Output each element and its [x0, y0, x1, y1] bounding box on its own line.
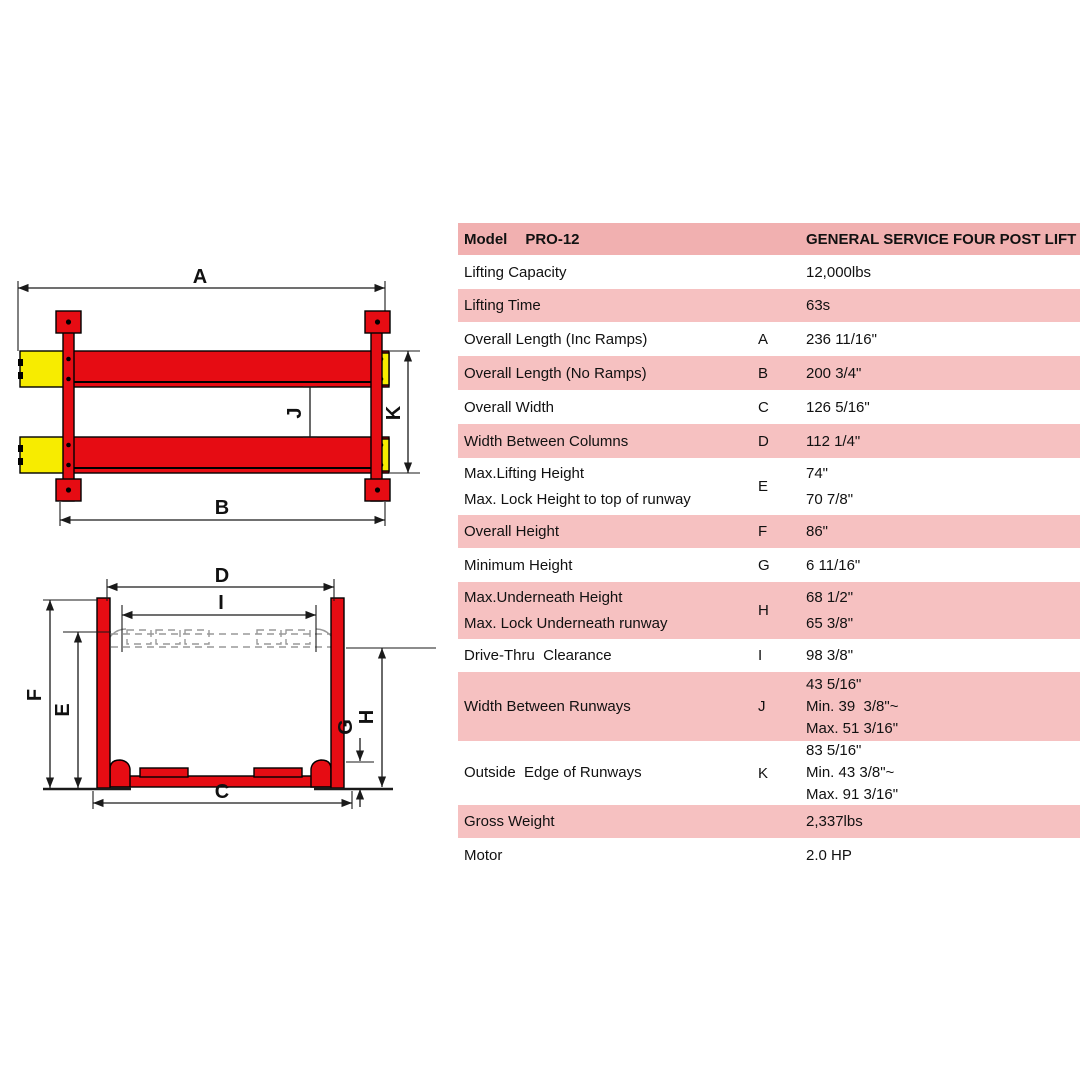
dim-label-F: F — [24, 688, 46, 702]
spec-value: Min. 43 3/8"~ — [806, 764, 895, 781]
spec-label: Drive-Thru Clearance — [464, 647, 612, 664]
post-column-right — [371, 332, 382, 501]
table-row — [458, 515, 1080, 548]
spec-value: 68 1/2" — [806, 588, 854, 606]
spec-value: 200 3/4" — [806, 364, 862, 382]
dim-label-E: E — [52, 703, 74, 717]
dim-label-A: A — [192, 266, 208, 288]
spec-value: 65 3/8" — [806, 614, 854, 632]
spec-letter: A — [758, 330, 769, 348]
spec-label: Overall Width — [464, 398, 555, 416]
table-header-row — [458, 223, 1080, 255]
spec-table — [458, 223, 1080, 872]
spec-letter: H — [758, 602, 769, 619]
table-row — [458, 390, 1080, 424]
spec-value: Max. 51 3/16" — [806, 719, 899, 737]
model-cell — [458, 231, 758, 248]
table-row — [458, 672, 1080, 741]
lift-column-right — [331, 598, 344, 788]
spec-letter: K — [758, 764, 769, 782]
dim-label-C: C — [214, 781, 230, 803]
spec-label: Lifting Capacity — [464, 263, 567, 281]
dim-label-I: I — [218, 592, 224, 614]
ramp-hinge — [18, 445, 23, 452]
dim-label-D: D — [214, 565, 230, 587]
ramp-hinge — [18, 359, 23, 366]
spec-letter: I — [758, 647, 763, 664]
spec-value: Max. 91 3/16" — [806, 786, 899, 803]
spec-label: Outside Edge of Runways — [464, 764, 642, 781]
top-view-diagram — [0, 255, 440, 530]
spec-letter: G — [758, 556, 770, 574]
dim-label-G: G — [335, 719, 357, 735]
spec-letter: J — [758, 698, 766, 715]
dim-label-B: B — [214, 497, 230, 519]
dim-label-J: J — [284, 407, 306, 419]
wheel-stop — [140, 768, 188, 777]
spec-label: Max. Lock Underneath runway — [464, 614, 668, 632]
spec-value: 63s — [806, 297, 831, 314]
spec-value: 112 1/4" — [806, 432, 861, 450]
table-row — [458, 424, 1080, 458]
spec-label: Overall Length (Inc Ramps) — [464, 330, 648, 348]
table-row — [458, 458, 1080, 515]
dim-label-K: K — [383, 405, 405, 421]
table-row — [458, 805, 1080, 838]
spec-value: 83 5/16" — [806, 742, 862, 759]
spec-letter: B — [758, 364, 769, 382]
spec-value: 2,337lbs — [806, 813, 863, 830]
model-label: Model — [464, 230, 508, 248]
spec-value: 74" — [806, 464, 829, 482]
spec-value: 126 5/16" — [806, 398, 870, 416]
table-row — [458, 582, 1080, 639]
spec-label: Width Between Runways — [464, 697, 631, 715]
table-title: GENERAL SERVICE FOUR POST LIFT — [806, 230, 1077, 248]
table-row — [458, 322, 1080, 356]
ramp-hinge — [18, 372, 23, 379]
ramp-hinge — [18, 458, 23, 465]
spec-value: 236 11/16" — [806, 330, 877, 348]
lift-column-left — [97, 598, 110, 788]
runway-shoulder — [110, 760, 130, 787]
spec-label: Width Between Columns — [464, 432, 629, 450]
spec-label: Overall Height — [464, 523, 560, 540]
spec-label: Max. Lock Height to top of runway — [464, 490, 691, 508]
spec-letter: C — [758, 398, 769, 416]
spec-letter: D — [758, 432, 769, 450]
spec-label: Max.Underneath Height — [464, 588, 623, 606]
spec-label: Motor — [464, 846, 503, 864]
spec-value: 12,000lbs — [806, 263, 872, 281]
table-row — [458, 548, 1080, 582]
spec-letter: F — [758, 523, 768, 540]
table-row — [458, 639, 1080, 672]
model-value: PRO-12 — [525, 230, 580, 248]
wheel-stop — [254, 768, 302, 777]
spec-label: Lifting Time — [464, 297, 541, 314]
spec-label: Overall Length (No Ramps) — [464, 364, 647, 382]
spec-value: 6 11/16" — [806, 556, 861, 574]
spec-label: Minimum Height — [464, 556, 573, 574]
front-view-diagram — [0, 555, 450, 830]
dim-label-H: H — [356, 709, 378, 725]
table-row — [458, 838, 1080, 872]
table-row — [458, 255, 1080, 289]
spec-letter: E — [758, 478, 769, 495]
spec-label: Max.Lifting Height — [464, 464, 585, 482]
table-row — [458, 741, 1080, 805]
spec-value: 98 3/8" — [806, 647, 854, 664]
spec-value: 86" — [806, 523, 829, 540]
spec-label: Gross Weight — [464, 813, 555, 830]
table-row — [458, 289, 1080, 322]
spec-value: Min. 39 3/8"~ — [806, 697, 899, 715]
spec-value: 43 5/16" — [806, 675, 862, 693]
runway-shoulder — [311, 760, 331, 787]
spec-value: 70 7/8" — [806, 490, 854, 508]
table-row — [458, 356, 1080, 390]
spec-value: 2.0 HP — [806, 846, 852, 864]
